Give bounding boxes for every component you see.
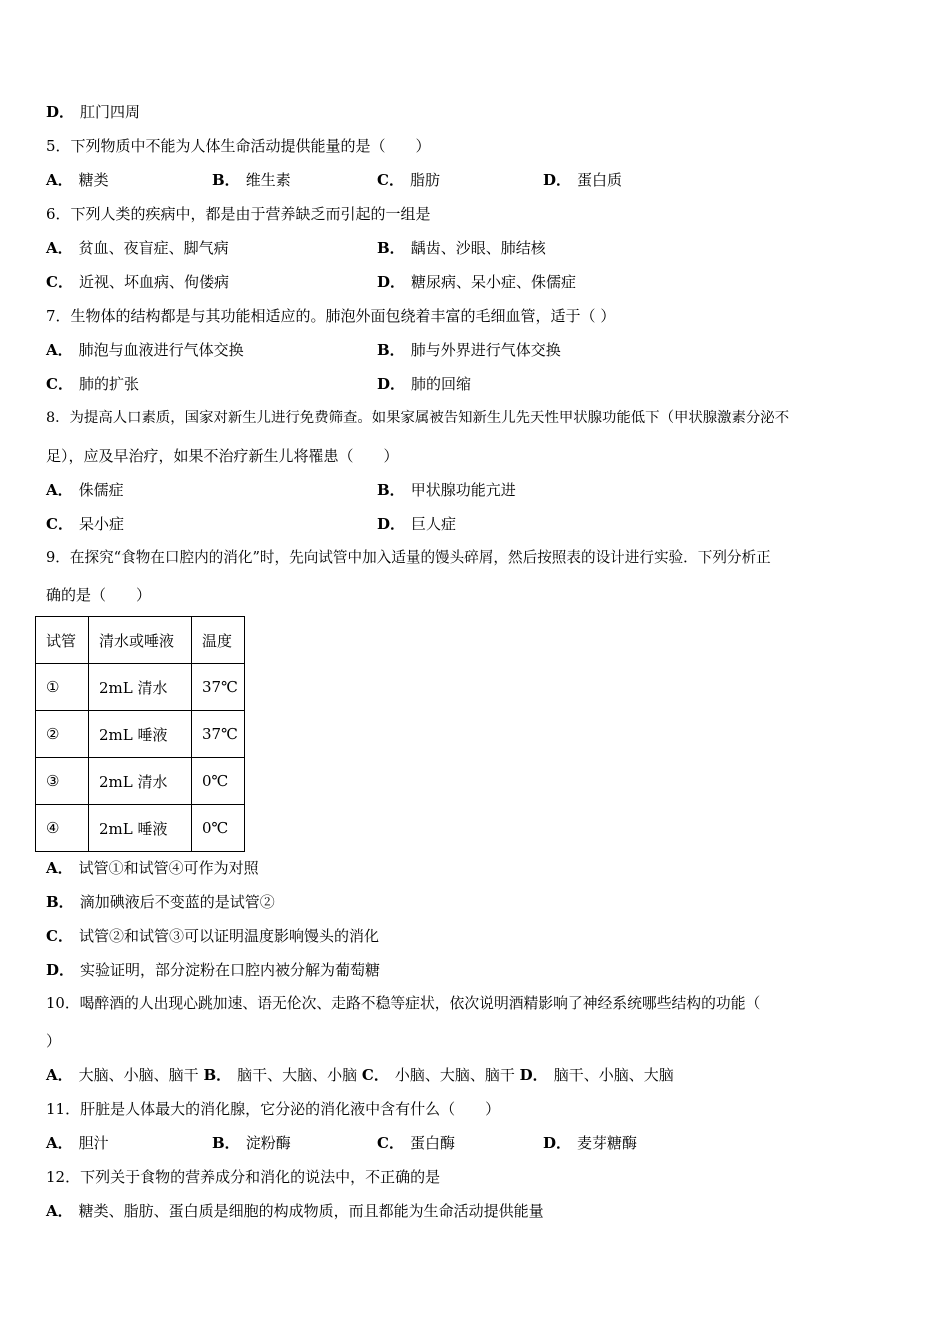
q11-option-c: C． 蛋白酶 <box>377 1134 455 1152</box>
q7-option-d: D． 肺的回缩 <box>377 375 472 393</box>
table-cell: 2mL 唾液 <box>89 711 192 758</box>
table-cell: ④ <box>36 805 89 852</box>
q9-option-b: B． 滴加碘液后不变蓝的是试管② <box>46 893 275 911</box>
table-cell: 0℃ <box>192 758 245 805</box>
q7-option-b: B． 肺与外界进行气体交换 <box>377 341 561 359</box>
q11-option-b: B． 淀粉酶 <box>212 1134 291 1152</box>
q9-stem-line2: 确的是（ ） <box>46 586 152 604</box>
q7-stem: 7．生物体的结构都是与其功能相适应的。肺泡外面包绕着丰富的毛细血管，适于（ ） <box>46 307 616 325</box>
q5-option-c: C． 脂肪 <box>377 171 440 189</box>
q11-stem: 11．肝脏是人体最大的消化腺，它分泌的消化液中含有什么（ ） <box>46 1100 501 1118</box>
q5-option-b: B． 维生素 <box>212 171 291 189</box>
table-header-cell: 清水或唾液 <box>89 617 192 664</box>
table-row <box>36 805 245 852</box>
table-header-cell: 温度 <box>192 617 245 664</box>
table-cell: 0℃ <box>192 805 245 852</box>
q4-option-d: D． 肛门四周 <box>46 103 141 121</box>
q12-option-a: A． 糖类、脂肪、蛋白质是细胞的构成物质，而且都能为生命活动提供能量 <box>46 1202 544 1220</box>
q8-option-b: B． 甲状腺功能亢进 <box>377 481 516 499</box>
table-row <box>36 711 245 758</box>
q7-option-a: A． 肺泡与血液进行气体交换 <box>46 341 244 359</box>
q10-options: A． 大脑、小脑、脑干 B． 脑干、大脑、小脑 C． 小脑、大脑、脑干 D． 脑干、小脑、大脑 <box>46 1066 674 1084</box>
table-cell: 37℃ <box>192 664 245 711</box>
q12-stem: 12．下列关于食物的营养成分和消化的说法中，不正确的是 <box>46 1168 441 1186</box>
table-header-row <box>36 617 245 664</box>
q5-stem: 5．下列物质中不能为人体生命活动提供能量的是（ ） <box>46 137 431 155</box>
q11-option-d: D． 麦芽糖酶 <box>543 1134 638 1152</box>
table-cell: 2mL 清水 <box>89 664 192 711</box>
q6-stem: 6．下列人类的疾病中，都是由于营养缺乏而引起的一组是 <box>46 205 431 223</box>
q8-stem-line1: 8．为提高人口素质，国家对新生儿进行免费筛查。如果家属被告知新生儿先天性甲状腺功能低下（甲状腺激素分泌不 <box>46 410 790 426</box>
q10-stem-line1: 10．喝醉酒的人出现心跳加速、语无伦次、走路不稳等症状，依次说明酒精影响了神经系统哪些结构的功能（ <box>46 995 761 1012</box>
q6-option-d: D． 糖尿病、呆小症、侏儒症 <box>377 273 577 291</box>
q9-stem-line1: 9．在探究“食物在口腔内的消化”时，先向试管中加入适量的馒头碎屑，然后按照表的设计进行实验．下列分析正 <box>46 549 771 566</box>
q8-option-a: A． 侏儒症 <box>46 481 124 499</box>
q8-stem-line2: 足），应及早治疗，如果不治疗新生儿将罹患（ ） <box>46 447 399 465</box>
q8-option-d: D． 巨人症 <box>377 515 457 533</box>
q10-stem-line2: ） <box>46 1032 62 1050</box>
q7-option-c: C． 肺的扩张 <box>46 375 139 393</box>
q6-option-a: A． 贫血、夜盲症、脚气病 <box>46 239 229 257</box>
table-cell: ① <box>36 664 89 711</box>
table-cell: 37℃ <box>192 711 245 758</box>
q11-option-a: A． 胆汁 <box>46 1134 109 1152</box>
q9-option-d: D． 实验证明，部分淀粉在口腔内被分解为葡萄糖 <box>46 961 381 979</box>
q9-option-a: A． 试管①和试管④可作为对照 <box>46 859 259 877</box>
table-header-cell: 试管 <box>36 617 89 664</box>
q6-option-b: B． 龋齿、沙眼、肺结核 <box>377 239 546 257</box>
table-row <box>36 664 245 711</box>
q8-option-c: C． 呆小症 <box>46 515 124 533</box>
experiment-table <box>35 616 245 852</box>
q6-option-c: C． 近视、坏血病、佝偻病 <box>46 273 229 291</box>
table-row <box>36 758 245 805</box>
q5-option-d: D． 蛋白质 <box>543 171 623 189</box>
table-cell: 2mL 唾液 <box>89 805 192 852</box>
q5-option-a: A． 糖类 <box>46 171 109 189</box>
table-cell: ② <box>36 711 89 758</box>
q9-option-c: C． 试管②和试管③可以证明温度影响馒头的消化 <box>46 927 379 945</box>
table-cell: ③ <box>36 758 89 805</box>
table-cell: 2mL 清水 <box>89 758 192 805</box>
